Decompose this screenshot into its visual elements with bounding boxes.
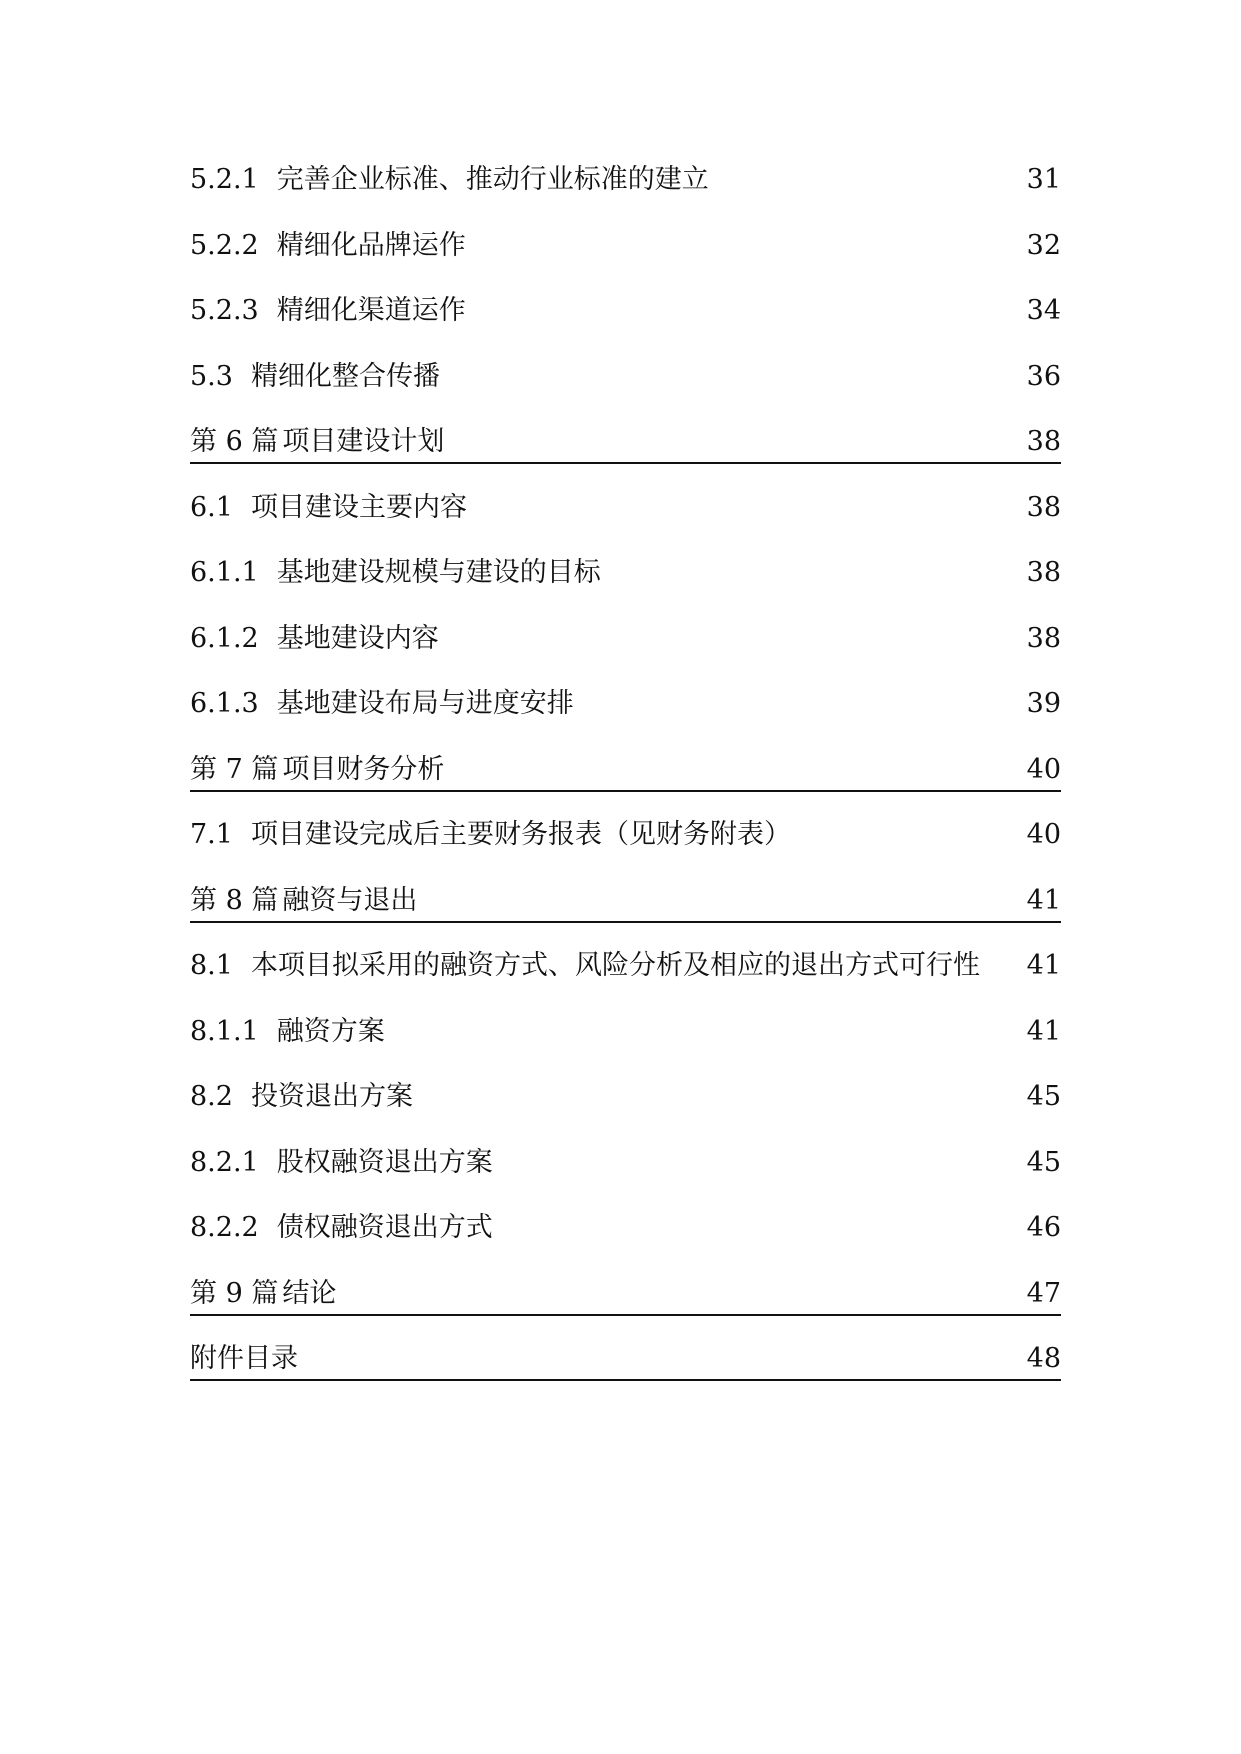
toc-entry[interactable] [190, 676, 1061, 742]
toc-entry[interactable] [190, 1004, 1061, 1070]
toc-entry-page: 38 [1026, 622, 1061, 654]
toc-entry[interactable] [190, 807, 1061, 873]
toc-entry-title: 附件目录 [190, 1343, 298, 1374]
toc-entry-number: 6.1.1 [190, 557, 259, 588]
table-of-contents [190, 152, 1061, 1397]
toc-entry[interactable] [190, 480, 1061, 546]
toc-entry-label [190, 622, 439, 654]
toc-entry-page: 31 [1026, 164, 1061, 195]
toc-entry-number: 6.1.3 [190, 688, 259, 719]
toc-entry-label [190, 229, 466, 261]
toc-chapter-entry[interactable] [190, 1266, 1061, 1332]
toc-entry-page: 40 [1026, 819, 1061, 850]
toc-entry-number: 6.1 [190, 491, 233, 523]
toc-entry-label [190, 1083, 413, 1110]
toc-entry-label [190, 1345, 298, 1372]
toc-entry-title: 结论 [282, 1277, 337, 1309]
toc-entry-number: 8.1 [190, 950, 233, 981]
toc-entry-label [190, 428, 444, 455]
toc-entry[interactable] [190, 1135, 1061, 1201]
toc-chapter-entry[interactable] [190, 414, 1061, 480]
toc-entry-number: 第 9 篇 [190, 1277, 279, 1309]
toc-entry-title: 精细化品牌运作 [276, 229, 466, 261]
toc-entry-title: 股权融资退出方案 [276, 1146, 493, 1178]
toc-entry-page: 41 [1026, 884, 1061, 916]
toc-entry-label [190, 1214, 493, 1241]
toc-entry-title: 投资退出方案 [250, 1081, 413, 1112]
toc-entry-label [190, 952, 980, 979]
toc-entry-number: 7.1 [190, 819, 233, 850]
toc-entry-page: 40 [1026, 753, 1061, 785]
toc-entry-page: 32 [1026, 229, 1061, 261]
toc-entry[interactable] [190, 1069, 1061, 1135]
toc-entry-label [190, 491, 467, 523]
toc-entry-label [190, 884, 418, 916]
toc-chapter-entry[interactable] [190, 873, 1061, 939]
toc-entry-number: 8.1.1 [190, 1015, 259, 1047]
toc-entry[interactable] [190, 152, 1061, 218]
toc-entry-label [190, 690, 574, 717]
toc-entry-label [190, 821, 791, 848]
toc-entry-label [190, 297, 466, 324]
toc-entry-title: 基地建设规模与建设的目标 [276, 557, 601, 588]
toc-entry-number: 6.1.2 [190, 622, 259, 654]
toc-entry[interactable] [190, 938, 1061, 1004]
toc-entry-page: 41 [1026, 1015, 1061, 1047]
toc-entry-page: 38 [1026, 557, 1061, 588]
toc-chapter-entry[interactable] [190, 1331, 1061, 1397]
toc-entry-title: 融资与退出 [282, 884, 418, 916]
toc-entry-number: 5.2.2 [190, 229, 259, 261]
toc-entry-page: 38 [1026, 491, 1061, 523]
toc-entry-page: 34 [1026, 295, 1061, 326]
toc-entry-number: 第 7 篇 [190, 753, 279, 785]
toc-entry-page: 47 [1026, 1277, 1061, 1309]
toc-entry-title: 项目建设计划 [282, 426, 445, 457]
toc-entry-label [190, 1146, 493, 1178]
toc-entry-label [190, 360, 440, 392]
toc-entry-number: 8.2 [190, 1081, 233, 1112]
toc-entry-title: 项目财务分析 [282, 753, 445, 785]
toc-entry-title: 融资方案 [276, 1015, 385, 1047]
toc-entry-label [190, 559, 601, 586]
toc-entry[interactable] [190, 1200, 1061, 1266]
toc-entry-page: 45 [1026, 1081, 1061, 1112]
toc-entry-number: 8.2.1 [190, 1146, 259, 1178]
toc-entry-label [190, 753, 445, 785]
toc-entry-number: 5.3 [190, 360, 233, 392]
toc-entry[interactable] [190, 283, 1061, 349]
toc-entry-label [190, 1015, 385, 1047]
toc-entry-label [190, 1277, 337, 1309]
toc-entry[interactable] [190, 611, 1061, 677]
toc-entry-page: 36 [1026, 360, 1061, 392]
toc-entry-page: 48 [1026, 1343, 1061, 1374]
toc-entry-number: 5.2.3 [190, 295, 259, 326]
toc-entry-title: 项目建设完成后主要财务报表（见财务附表） [250, 819, 791, 850]
toc-entry-page: 39 [1026, 688, 1061, 719]
toc-entry-title: 基地建设布局与进度安排 [276, 688, 574, 719]
toc-entry[interactable] [190, 349, 1061, 415]
toc-entry-number: 5.2.1 [190, 164, 259, 195]
toc-entry-title: 完善企业标准、推动行业标准的建立 [276, 164, 709, 195]
toc-entry[interactable] [190, 218, 1061, 284]
toc-entry-number: 8.2.2 [190, 1212, 259, 1243]
toc-entry-label [190, 166, 709, 193]
toc-entry-title: 本项目拟采用的融资方式、风险分析及相应的退出方式可行性 [250, 950, 980, 981]
toc-entry-page: 45 [1026, 1146, 1061, 1178]
toc-entry-title: 基地建设内容 [276, 622, 439, 654]
toc-entry-page: 38 [1026, 426, 1061, 457]
toc-entry-title: 精细化渠道运作 [276, 295, 466, 326]
toc-entry-title: 债权融资退出方式 [276, 1212, 493, 1243]
toc-entry-title: 精细化整合传播 [250, 360, 440, 392]
toc-entry-title: 项目建设主要内容 [250, 491, 467, 523]
toc-entry-page: 41 [1026, 950, 1061, 981]
toc-entry-number: 第 8 篇 [190, 884, 279, 916]
toc-entry-number: 第 6 篇 [190, 426, 279, 457]
toc-chapter-entry[interactable] [190, 742, 1061, 808]
toc-entry-page: 46 [1026, 1212, 1061, 1243]
toc-entry[interactable] [190, 545, 1061, 611]
